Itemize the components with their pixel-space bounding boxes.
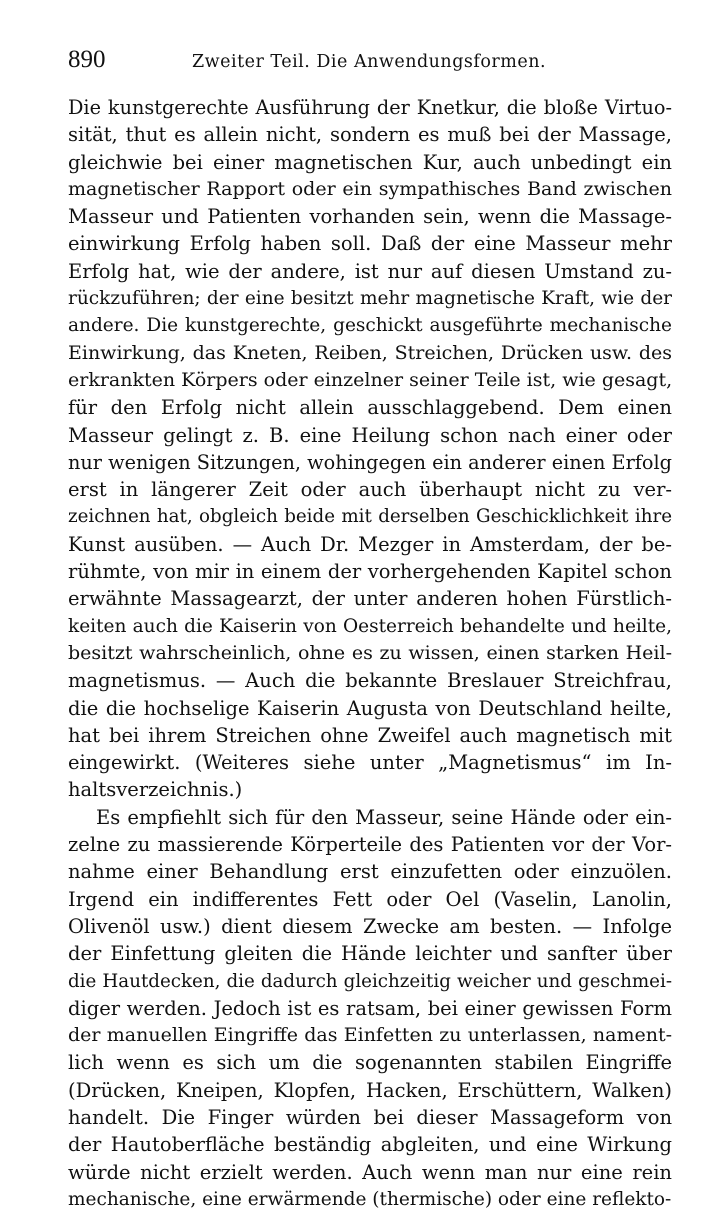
text-line: sität, thut es allein nicht, sondern es muß bei der Massage, xyxy=(68,123,672,147)
text-line: lich wenn es sich um die sogenannten stabilen Eingriffe xyxy=(68,1051,672,1075)
text-line: Erfolg hat, wie der andere, ist nur auf diesen Umstand zu- xyxy=(68,259,672,283)
page-header xyxy=(68,46,672,90)
text-line: würde nicht erzielt werden. Auch wenn man nur eine rein xyxy=(68,1160,672,1184)
text-line: eingewirkt. (Weiteres siehe unter „Magnetismus“ im In- xyxy=(68,751,672,775)
text-line: andere. Die kunstgerechte, geschickt ausgeführte mechanische xyxy=(68,315,672,337)
text-line: magnetismus. — Auch die bekannte Breslauer Streichfrau, xyxy=(68,669,672,693)
text-line: einwirkung Erfolg haben soll. Daß der eine Masseur mehr xyxy=(68,232,672,256)
text-line: magnetischer Rapport oder ein sympathisches Band zwischen xyxy=(68,177,672,200)
body-text xyxy=(68,94,672,1213)
text-line: rückzuführen; der eine besitzt mehr magnetische Kraft, wie der xyxy=(68,288,672,310)
page-number: 890 xyxy=(68,46,106,73)
text-line: der manuellen Eingriffe das Einfetten zu unterlassen, nament- xyxy=(68,1024,672,1047)
text-line: besitzt wahrscheinlich, ohne es zu wissen, einen starken Heil- xyxy=(68,641,672,664)
text-line: erkrankten Körpers oder einzelner seiner Teile ist, wie gesagt, xyxy=(68,368,672,391)
text-line: erst in längerer Zeit oder auch überhaupt nicht zu ver- xyxy=(68,478,672,502)
text-line: diger werden. Jedoch ist es ratsam, bei einer gewissen Form xyxy=(68,996,672,1020)
text-line: der Hautoberfläche beständig abgleiten, und eine Wirkung xyxy=(68,1133,672,1157)
text-line: Masseur gelingt z. B. eine Heilung schon nach einer oder xyxy=(68,423,672,447)
text-line: Kunst ausüben. — Auch Dr. Mezger in Amsterdam, der be- xyxy=(68,532,672,556)
text-line: rühmte, von mir in einem der vorhergehenden Kapitel schon xyxy=(68,560,672,584)
text-line: gleichwie bei einer magnetischen Kur, auch unbedingt ein xyxy=(68,150,672,174)
text-line: Einwirkung, das Kneten, Reiben, Streichen, Drücken usw. des xyxy=(68,341,672,364)
text-line: (Drücken, Kneipen, Klopfen, Hacken, Erschüttern, Walken) xyxy=(68,1078,672,1102)
text-line: hat bei ihrem Streichen ohne Zweifel auch magnetisch mit xyxy=(68,723,672,747)
text-line: zeichnen hat, obgleich beide mit derselben Geschicklichkeit ihre xyxy=(68,506,672,528)
text-line: Masseur und Patienten vorhanden sein, wenn die Massage- xyxy=(68,205,672,229)
text-line: Es empfiehlt sich für den Masseur, seine Hände oder ein- xyxy=(96,805,672,829)
text-line: handelt. Die Finger würden bei dieser Massageform von xyxy=(68,1105,672,1129)
text-line: die die hochselige Kaiserin Augusta von Deutschland heilte, xyxy=(68,696,672,720)
running-head: Zweiter Teil. Die Anwendungsformen. xyxy=(192,52,547,72)
text-line: zelne zu massierende Körperteile des Patienten vor der Vor- xyxy=(68,833,672,857)
text-line: für den Erfolg nicht allein ausschlaggebend. Dem einen xyxy=(68,396,672,420)
text-line: Irgend ein indifferentes Fett oder Oel (Vaselin, Lanolin, xyxy=(68,887,672,911)
text-line: keiten auch die Kaiserin von Oesterreich behandelte und heilte, xyxy=(68,615,672,637)
text-line: erwähnte Massagearzt, der unter anderen hohen Fürstlich- xyxy=(68,587,672,611)
text-line: der Einfettung gleiten die Hände leichter und sanfter über xyxy=(68,942,672,966)
text-line: haltsverzeichnis.) xyxy=(68,778,243,802)
text-line: Olivenöl usw.) dient diesem Zwecke am besten. — Infolge xyxy=(68,914,672,938)
text-line: Die kunstgerechte Ausführung der Knetkur, die bloße Virtuo- xyxy=(68,96,672,119)
text-line: mechanische, eine erwärmende (thermische) oder eine reflekto- xyxy=(68,1188,672,1210)
text-line: nur wenigen Sitzungen, wohingegen ein anderer einen Erfolg xyxy=(68,450,672,474)
text-line: nahme einer Behandlung erst einzufetten oder einzuölen. xyxy=(68,860,672,884)
text-line: die Hautdecken, die dadurch gleichzeitig weicher und geschmei- xyxy=(68,970,672,992)
